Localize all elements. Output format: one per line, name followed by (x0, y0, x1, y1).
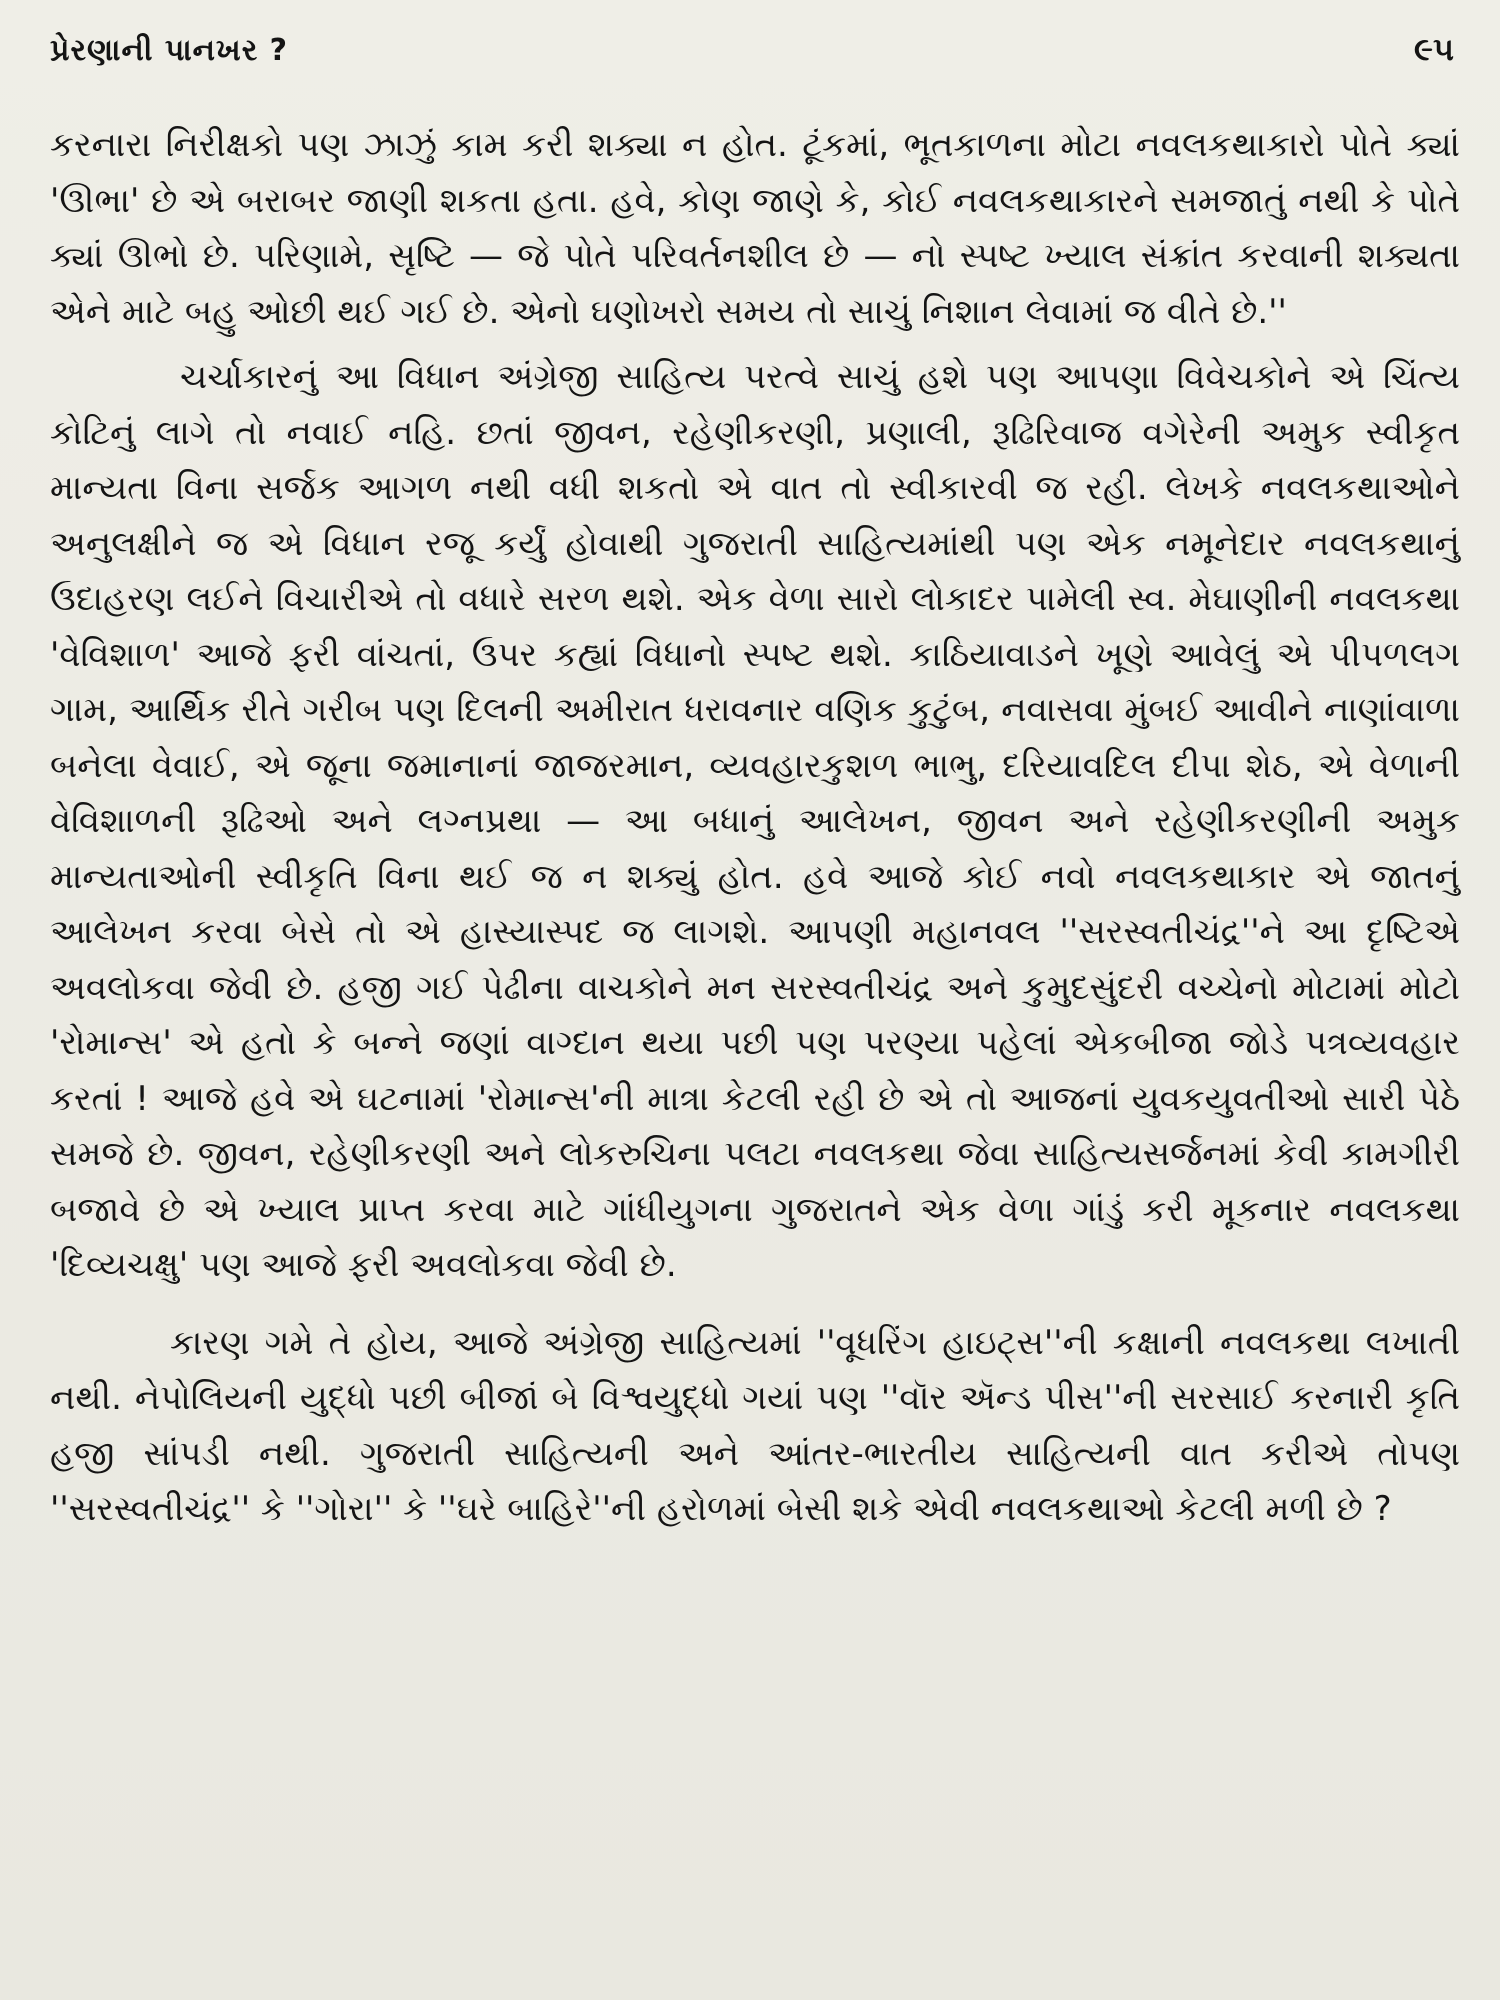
page-number: ૯૫ (1414, 30, 1454, 68)
body-text (50, 118, 1460, 1538)
running-head (50, 30, 1460, 92)
paragraph: કારણ ગમે તે હોય, આજે અંગ્રેજી સાહિત્યમાં ''વૂધરિંગ હાઇટ્સ''ની કક્ષાની નવલકથા લખાતી નથી. નેપોલિયની યુદ્ધો પછી બીજાં બે વિશ્વયુદ્ધો ગયાં પણ ''વૉર ઍન્ડ પીસ''ની સરસાઈ કરનારી કૃતિ હજી સાંપડી નથી. ગુજરાતી સાહિત્યની અને આંતર-ભારતીય સાહિત્યની વાત કરીએ તોપણ ''સરસ્વતીચંદ્ર'' કે ''ગોરા'' કે ''ઘરે બાહિરે''ની હરોળમાં બેસી શકે એવી નવલકથાઓ કેટલી મળી છે ? (50, 1322, 1460, 1529)
paragraph-continuation: કરનારા નિરીક્ષકો પણ ઝાઝું કામ કરી શક્યા ન હોત. ટૂંકમાં, ભૂતકાળના મોટા નવલકથાકારો પોતે ક્યાં 'ઊભા' છે એ બરાબર જાણી શકતા હતા. હવે, કોણ જાણે કે, કોઈ નવલકથાકારને સમજાતું નથી કે પોતે ક્યાં ઊભો છે. પરિણામે, સૃષ્ટિ — જે પોતે પરિવર્તનશીલ છે — નો સ્પષ્ટ ખ્યાલ સંક્રાંત કરવાની શક્યતા એને માટે બહુ ઓછી થઈ ગઈ છે. એનો ઘણોખરો સમય તો સાચું નિશાન લેવામાં જ વીતે છે.'' (50, 125, 1460, 332)
paragraph: ચર્ચાકારનું આ વિધાન અંગ્રેજી સાહિત્ય પરત્વે સાચું હશે પણ આપણા વિવેચકોને એ ચિંત્ય કોટિનું લાગે તો નવાઈ નહિ. છતાં જીવન, રહેણીકરણી, પ્રણાલી, રૂઢિરિવાજ વગેરેની અમુક સ્વીકૃત માન્યતા વિના સર્જક આગળ નથી વધી શકતો એ વાત તો સ્વીકારવી જ રહી. લેખકે નવલકથાઓને અનુલક્ષીને જ એ વિધાન રજૂ કર્યું હોવાથી ગુજરાતી સાહિત્યમાંથી પણ એક નમૂનેદાર નવલકથાનું ઉદાહરણ લઈને વિચારીએ તો વધારે સરળ થશે. એક વેળા સારો લોકાદર પામેલી સ્વ. મેઘાણીની નવલકથા 'વેવિશાળ' આજે ફરી વાંચતાં, ઉપર કહ્યાં વિધાનો સ્પષ્ટ થશે. કાઠિયાવાડને ખૂણે આવેલું એ પીપળલગ ગામ, આર્થિક રીતે ગરીબ પણ દિલની અમીરાત ધરાવનાર વણિક કુટુંબ, નવાસવા મુંબઈ આવીને નાણાંવાળા બનેલા વેવાઈ, એ જૂના જમાનાનાં જાજરમાન, વ્યવહારકુશળ ભાભુ, દરિયાવદિલ દીપા શેઠ, એ વેળાની વેવિશાળની રૂઢિઓ અને લગ્નપ્રથા — આ બધાનું આલેખન, જીવન અને રહેણીકરણીની અમુક માન્યતાઓની સ્વીકૃતિ વિના થઈ જ ન શક્યું હોત. હવે આજે કોઈ નવો નવલકથાકાર એ જાતનું આલેખન કરવા બેસે તો એ હાસ્યાસ્પદ જ લાગશે. આપણી મહાનવલ ''સરસ્વતીચંદ્ર''ને આ દૃષ્ટિએ અવલોકવા જેવી છે. હજી ગઈ પેઢીના વાચકોને મન સરસ્વતીચંદ્ર અને કુમુદસુંદરી વચ્ચેનો મોટામાં મોટો 'રોમાન્સ' એ હતો કે બન્ને જણાં વાગ્દાન થયા પછી પણ પરણ્યા પહેલાં એકબીજા જોડે પત્રવ્યવહાર કરતાં ! આજે હવે એ ઘટનામાં 'રોમાન્સ'ની માત્રા કેટલી રહી છે એ તો આજનાં યુવકયુવતીઓ સારી પેઠે સમજે છે. જીવન, રહેણીકરણી અને લોકરુચિના પલટા નવલકથા જેવા સાહિત્યસર્જનમાં કેવી કામગીરી બજાવે છે એ ખ્યાલ પ્રાપ્ત કરવા માટે ગાંધીયુગના ગુજરાતને એક વેળા ગાંડું કરી મૂકનાર નવલકથા 'દિવ્યચક્ષુ' પણ આજે ફરી અવલોકવા જેવી છે. (50, 357, 1460, 1285)
running-title: પ્રેરણાની પાનખર ? (50, 33, 289, 68)
